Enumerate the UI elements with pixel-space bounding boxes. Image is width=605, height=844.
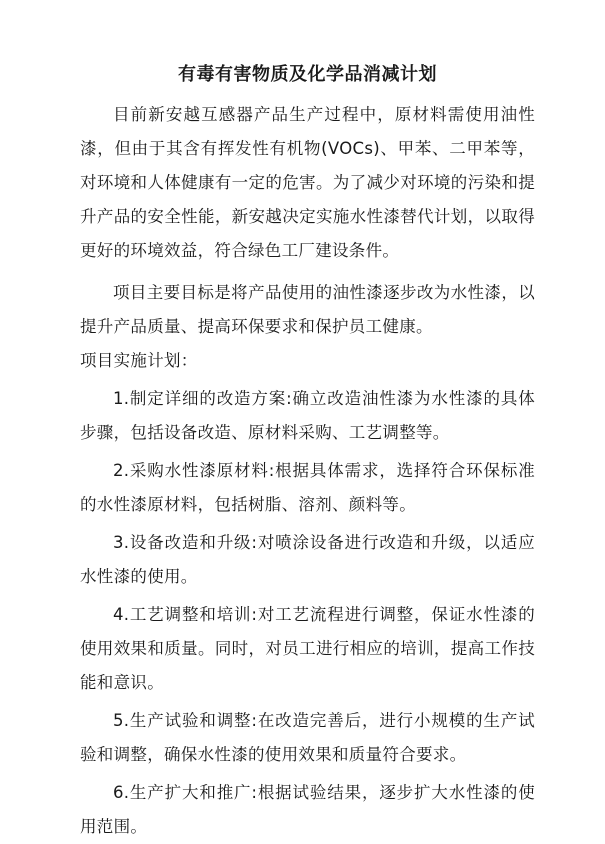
plan-item-4: 4.工艺调整和培训:对工艺流程进行调整，保证水性漆的使用效果和质量。同时，对员工进行相应的培训，提高工作技能和意识。: [80, 605, 535, 692]
plan-item-3: 3.设备改造和升级:对喷涂设备进行改造和升级，以适应水性漆的使用。: [80, 533, 535, 586]
plan-item-6: 6.生产扩大和推广:根据试验结果，逐步扩大水性漆的使用范围。: [80, 783, 535, 836]
plan-heading: 项目实施计划：: [80, 351, 198, 370]
page-title: 有毒有害物质及化学品消减计划: [178, 64, 437, 85]
goal-paragraph: 项目主要目标是将产品使用的油性漆逐步改为水性漆，以提升产品质量、提高环保要求和保护员工健康。: [80, 283, 535, 336]
plan-item-1: 1.制定详细的改造方案:确立改造油性漆为水性漆的具体步骤，包括设备改造、原材料采购、工艺调整等。: [80, 389, 535, 442]
intro-paragraph: 目前新安越互感器产品生产过程中，原材料需使用油性漆，但由于其含有挥发性有机物(VOCs)、甲苯、二甲苯等，对环境和人体健康有一定的危害。为了减少对环境的污染和提升产品的安全性能，新安越决定实施水性漆替代计划，以取得更好的环境效益，符合绿色工厂建设条件。: [80, 105, 535, 260]
plan-item-2: 2.采购水性漆原材料:根据具体需求，选择符合环保标准的水性漆原材料，包括树脂、溶剂、颜料等。: [80, 461, 535, 514]
plan-item-5: 5.生产试验和调整:在改造完善后，进行小规模的生产试验和调整，确保水性漆的使用效果和质量符合要求。: [80, 711, 535, 764]
